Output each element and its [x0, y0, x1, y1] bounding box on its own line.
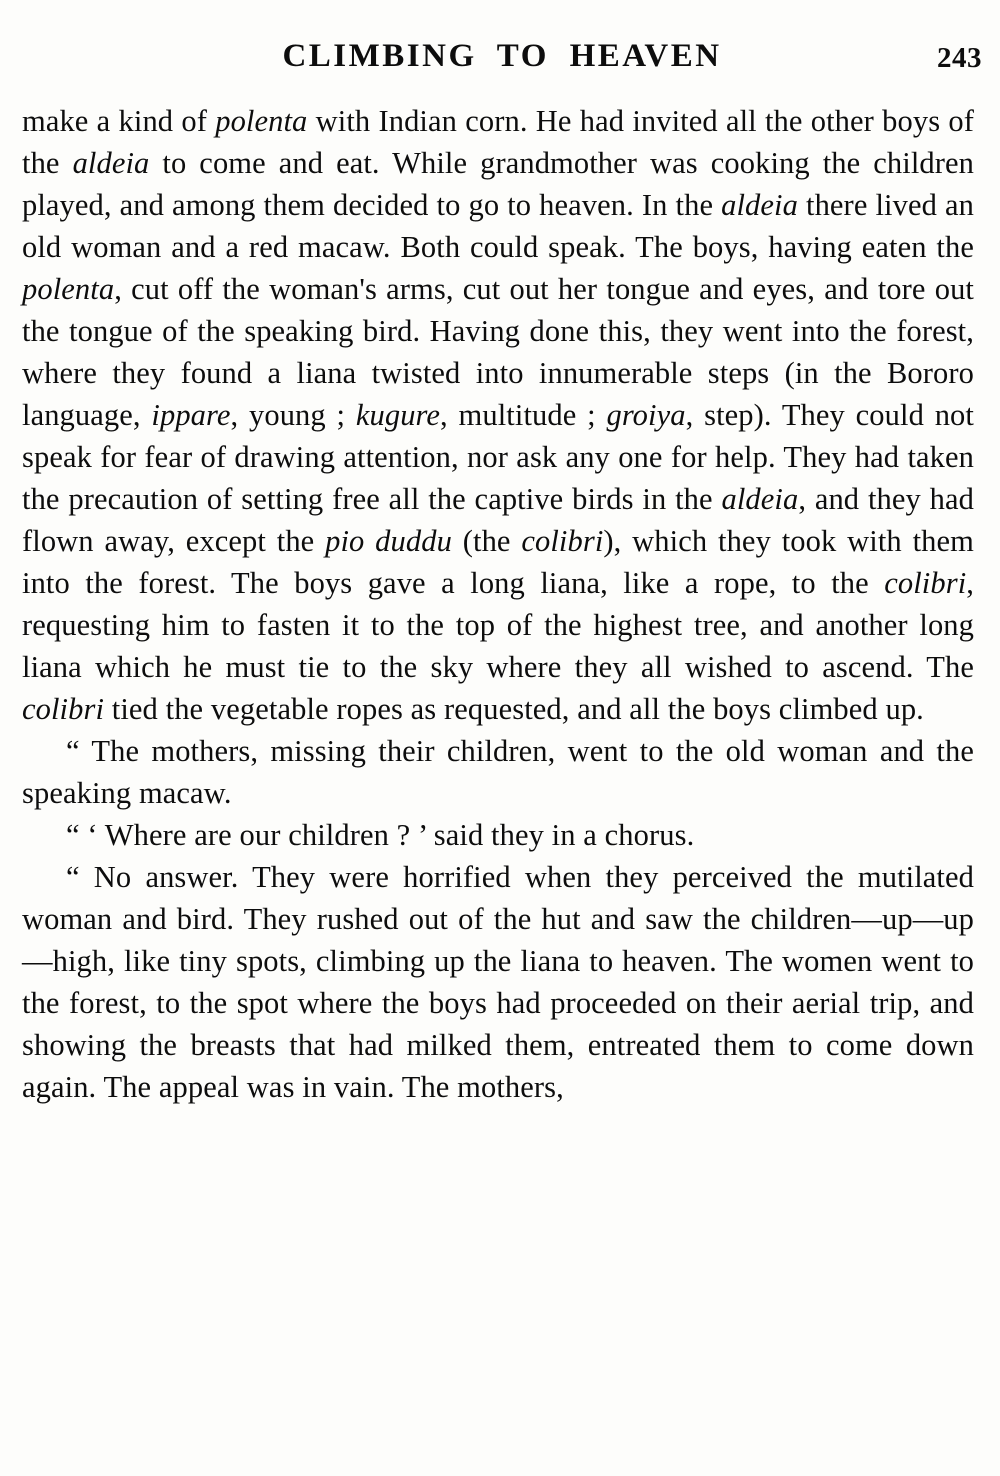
running-title: CLIMBING TO HEAVEN [282, 38, 722, 74]
page-number: 243 [937, 42, 982, 74]
text-run: (the [451, 524, 522, 558]
italic-term: polenta [215, 104, 308, 138]
italic-term: colibri [884, 566, 967, 600]
text-run: , cut off the woman's arms, cut out her tongue and eyes, and tore out the tongue of the speaking bird. Having done this, they went into the forest, where they found a liana twisted into innumerable steps (in the Bororo language, [22, 272, 974, 432]
text-run: tied the vegetable ropes as requested, and all the boys climbed up. [104, 692, 924, 726]
text-run: make a kind of [22, 104, 216, 138]
page-body [22, 100, 974, 1108]
text-run: , requesting him to fasten it to the top of the highest tree, and another long liana which he must tie to the sky where they all wished to ascend. The [22, 566, 974, 684]
italic-term: kugure [355, 398, 441, 432]
text-run: , young ; [230, 398, 356, 432]
italic-term: colibri [22, 692, 105, 726]
text-run: , multitude ; [440, 398, 607, 432]
paragraph [22, 100, 974, 730]
italic-term: aldeia [72, 146, 150, 180]
paragraph [22, 856, 974, 1108]
text-run: ), which they took with them into the forest. The boys gave a long liana, like a rope, to the [22, 524, 974, 600]
text-run: with Indian corn. He had invited all the other boys of the [22, 104, 974, 180]
italic-term: polenta [22, 272, 115, 306]
italic-term: aldeia [721, 482, 799, 516]
italic-term: pio duddu [325, 524, 452, 558]
italic-term: groiya [606, 398, 686, 432]
paragraph [22, 730, 974, 814]
text-run: there lived an old woman and a red macaw. Both could speak. The boys, having eaten the [22, 188, 974, 264]
italic-term: colibri [521, 524, 604, 558]
text-run: “ ‘ Where are our children ? ’ said they in a chorus. [66, 818, 695, 852]
page-header [22, 38, 982, 84]
text-run: , and they had flown away, except the [22, 482, 974, 558]
text-run: to come and eat. While grandmother was cooking the children played, and among them decided to go to heaven. In the [22, 146, 974, 222]
text-run: “ The mothers, missing their children, went to the old woman and the speaking macaw. [22, 734, 974, 810]
text-run: , step). They could not speak for fear of drawing attention, nor ask any one for help. They had taken the precaution of setting free all the captive birds in the [22, 398, 974, 516]
italic-term: ippare [151, 398, 231, 432]
italic-term: aldeia [721, 188, 798, 222]
paragraph [22, 814, 974, 856]
text-run: “ No answer. They were horrified when they perceived the mutilated woman and bird. They rushed out of the hut and saw the children—up—up—high, like tiny spots, climbing up the liana to heaven. The women went to the forest, to the spot where the boys had proceeded on their aerial trip, and showing the breasts that had milked them, entreated them to come down again. The appeal was in vain. The mothers, [22, 860, 974, 1104]
